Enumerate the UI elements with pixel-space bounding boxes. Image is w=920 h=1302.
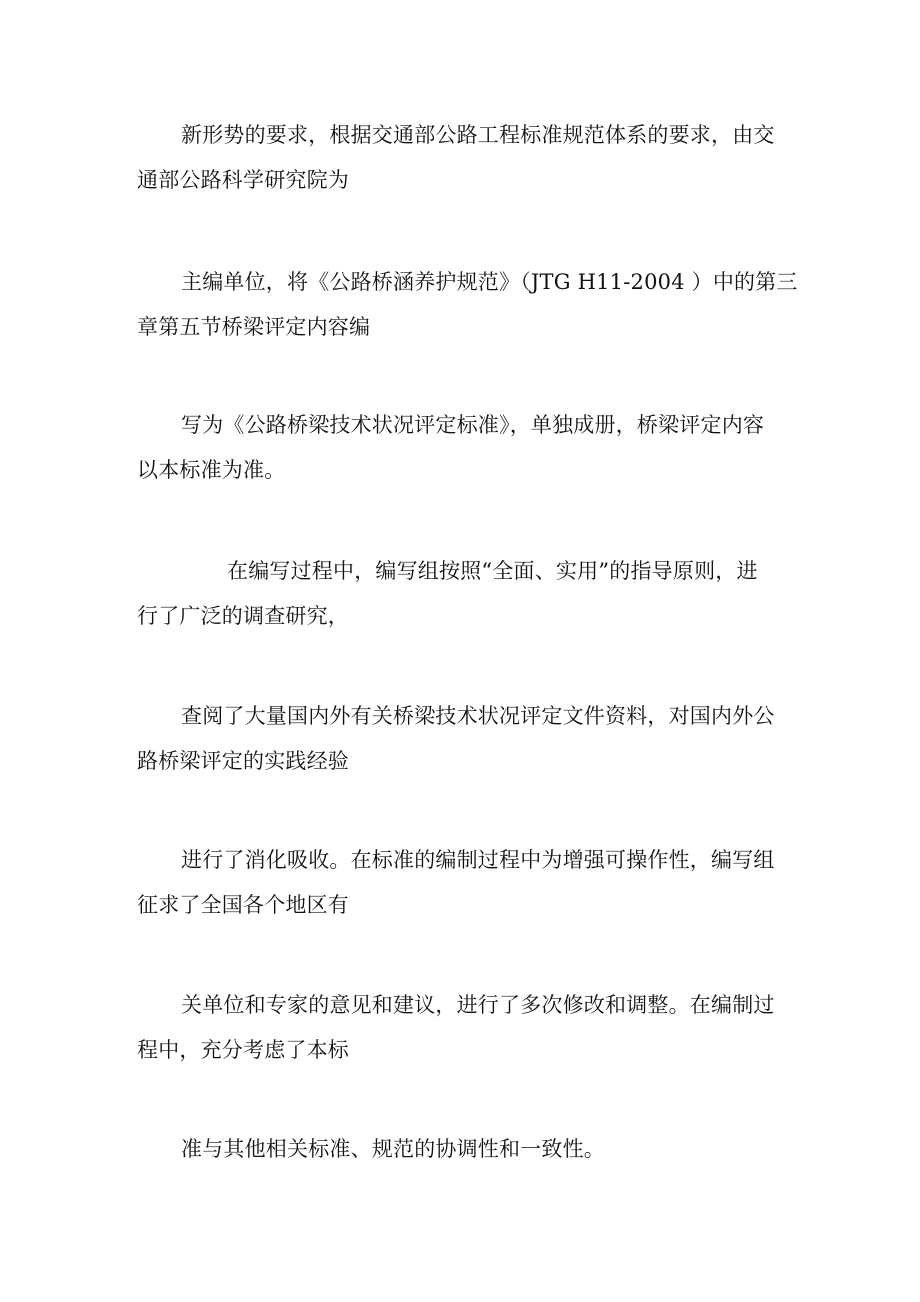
paragraph-line: 写为《公路桥梁技术状况评定标准》，单独成册，桥梁评定内容: [181, 413, 765, 437]
paragraph-line: 征求了全国各个地区有: [137, 893, 349, 917]
paragraph-4: [137, 549, 797, 639]
paragraph-line: 新形势的要求，根据交通部公路工程标准规范体系的要求，由交: [181, 123, 775, 147]
paragraph-line: 在编写过程中，编写组按照“全面、实用”的指导原则，进: [227, 559, 758, 583]
paragraph-line: 查阅了大量国内外有关桥梁技术状况评定文件资料，对国内外公: [181, 704, 775, 728]
paragraph-line: 程中，充分考虑了本标: [137, 1038, 349, 1062]
paragraph-line: 准与其他相关标准、规范的协调性和一致性。: [181, 1137, 605, 1161]
paragraph-3: [137, 403, 797, 493]
paragraph-line: 章第五节桥梁评定内容编: [137, 315, 371, 339]
paragraph-line: 以本标准为准。: [137, 458, 286, 482]
paragraph-line: 进行了消化吸收。在标准的编制过程中为增强可操作性，编写组: [181, 848, 775, 872]
paragraph-1: [137, 113, 797, 203]
paragraph-line: 路桥梁评定的实践经验: [137, 749, 349, 773]
paragraph-8: [137, 1127, 797, 1172]
paragraph-line: 主编单位，将《公路桥涵养护规范》（JTG H11-2004 ）中的第三: [181, 270, 798, 294]
paragraph-line: 行了广泛的调查研究，: [137, 604, 349, 628]
paragraph-line: 关单位和专家的意见和建议，进行了多次修改和调整。在编制过: [181, 993, 775, 1017]
paragraph-5: [137, 694, 797, 784]
paragraph-2: [137, 260, 797, 350]
paragraph-7: [137, 983, 797, 1073]
paragraph-6: [137, 838, 797, 928]
paragraph-line: 通部公路科学研究院为: [137, 168, 349, 192]
